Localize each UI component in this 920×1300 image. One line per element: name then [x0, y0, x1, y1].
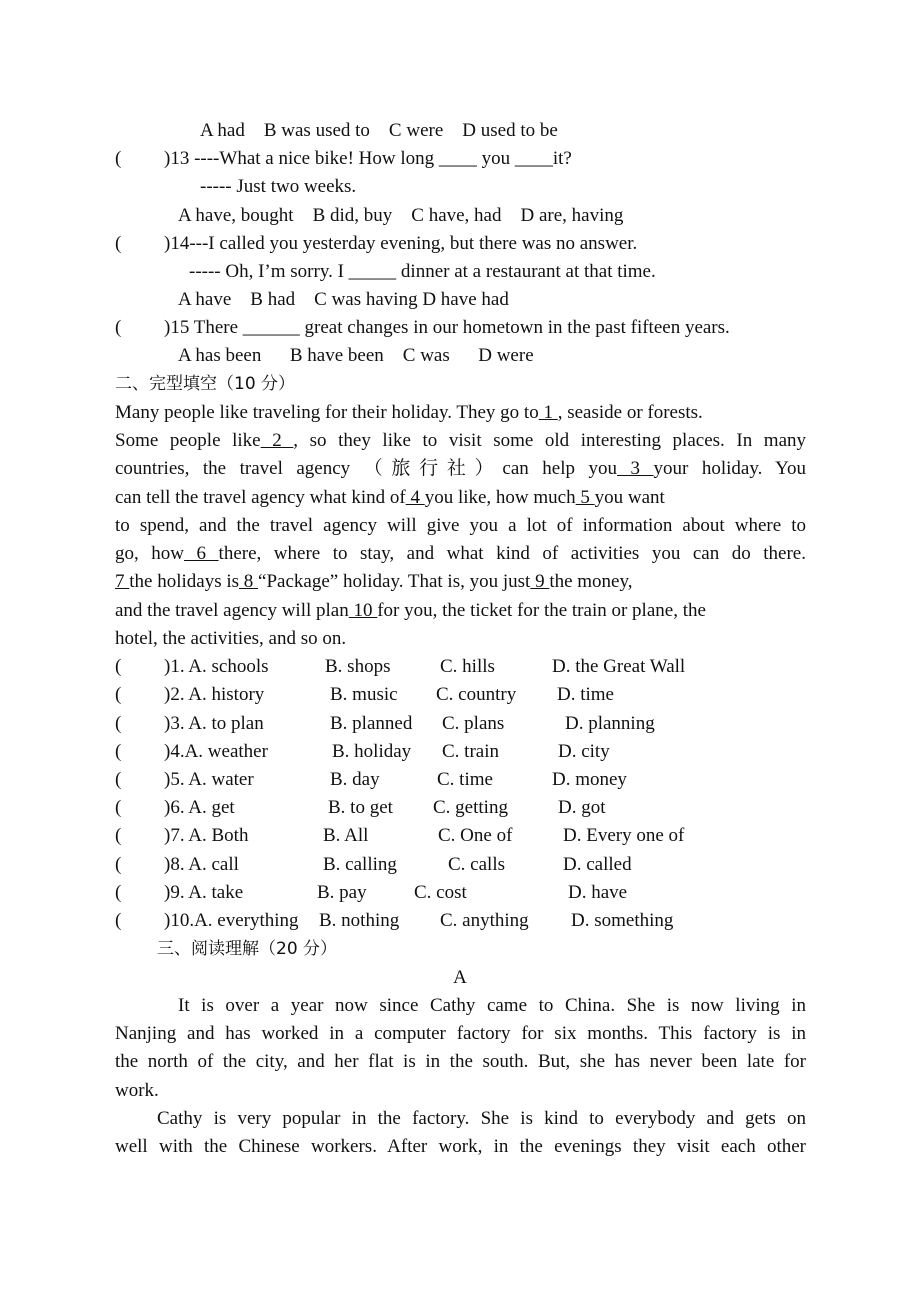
answer-paren: (: [115, 825, 122, 846]
section-3-heading: 三、阅读理解（20 分）: [157, 939, 338, 959]
passage-p1-line-3: the north of the city, and her flat is in the south. But, she has never been late for: [115, 1051, 806, 1072]
cloze-line-5: to spend, and the travel agency will give you a lot of information about where to: [115, 515, 806, 536]
blank-7: 7: [115, 571, 130, 592]
option-d: D. time: [557, 684, 614, 705]
answer-paren: (: [115, 741, 122, 762]
option-a: )8. A. call: [164, 854, 239, 875]
q14-options: A have B had C was having D have had: [178, 289, 509, 310]
passage-p1-line-1: It is over a year now since Cathy came to China. She is now living in: [178, 995, 806, 1016]
option-b: B. All: [323, 825, 369, 846]
option-c: C. country: [436, 684, 517, 705]
option-a: )10.A. everything: [164, 910, 299, 931]
option-c: C. plans: [442, 713, 505, 734]
passage-p2-line-2: well with the Chinese workers. After work, in the evenings they visit each other: [115, 1136, 806, 1157]
blank-8: 8: [239, 571, 259, 592]
answer-paren: (: [115, 656, 122, 677]
q14-reply: ----- Oh, I’m sorry. I _____ dinner at a restaurant at that time.: [189, 261, 656, 282]
answer-paren: (: [115, 684, 122, 705]
blank-3: 3: [617, 458, 654, 479]
blank-10: 10: [348, 600, 378, 621]
passage-p1-line-4: work.: [115, 1080, 159, 1101]
cloze-line-2: Some people like 2 , so they like to visit some old interesting places. In many: [115, 430, 806, 451]
blank-5: 5: [575, 487, 595, 508]
option-b: B. day: [330, 769, 380, 790]
q14-stem: )14---I called you yesterday evening, but there was no answer.: [164, 233, 638, 254]
blank-1: 1: [538, 402, 558, 423]
option-d: D. the Great Wall: [552, 656, 686, 677]
q12-options: A had B was used to C were D used to be: [200, 120, 558, 141]
answer-paren: (: [115, 854, 122, 875]
option-d: D. Every one of: [563, 825, 685, 846]
option-b: B. holiday: [332, 741, 412, 762]
option-b: B. calling: [323, 854, 397, 875]
q15-paren: (: [115, 317, 122, 338]
q13-reply: ----- Just two weeks.: [200, 176, 357, 197]
passage-label: A: [453, 967, 467, 988]
option-b: B. nothing: [319, 910, 400, 931]
blank-9: 9: [530, 571, 550, 592]
option-a: )5. A. water: [164, 769, 254, 790]
blank-6: 6: [184, 543, 219, 564]
answer-paren: (: [115, 910, 122, 931]
option-a: )2. A. history: [164, 684, 265, 705]
option-d: D. city: [558, 741, 610, 762]
option-a: )4.A. weather: [164, 741, 268, 762]
option-c: C. time: [437, 769, 493, 790]
option-a: )7. A. Both: [164, 825, 249, 846]
option-a: )1. A. schools: [164, 656, 269, 677]
option-b: B. pay: [317, 882, 367, 903]
option-a: )6. A. get: [164, 797, 235, 818]
option-d: D. got: [558, 797, 606, 818]
option-c: C. train: [442, 741, 499, 762]
option-d: D. something: [571, 910, 674, 931]
option-a: )3. A. to plan: [164, 713, 264, 734]
option-c: C. One of: [438, 825, 513, 846]
section-2-heading: 二、完型填空（10 分）: [115, 374, 296, 394]
q13-options: A have, bought B did, buy C have, had D are, having: [178, 205, 624, 226]
blank-2: 2: [260, 430, 294, 451]
cloze-line-3: countries, the travel agency （旅行社）can help you 3 your holiday. You: [115, 458, 807, 479]
option-b: B. shops: [325, 656, 391, 677]
option-a: )9. A. take: [164, 882, 244, 903]
answer-paren: (: [115, 882, 122, 903]
q13-paren: (: [115, 148, 122, 169]
q14-paren: (: [115, 233, 122, 254]
option-d: D. called: [563, 854, 632, 875]
q13-stem: )13 ----What a nice bike! How long ____ you ____it?: [164, 148, 572, 169]
cloze-line-8: and the travel agency will plan 10 for you, the ticket for the train or plane, the: [115, 600, 706, 621]
option-b: B. to get: [328, 797, 393, 818]
cloze-line-7: 7 the holidays is 8 “Package” holiday. That is, you just 9 the money,: [115, 571, 633, 592]
option-c: C. calls: [448, 854, 505, 875]
option-d: D. have: [568, 882, 628, 903]
answer-paren: (: [115, 713, 122, 734]
cloze-line-4: can tell the travel agency what kind of 4 you like, how much 5 you want: [115, 487, 665, 508]
answer-paren: (: [115, 769, 122, 790]
option-c: C. anything: [440, 910, 529, 931]
cloze-line-1: Many people like traveling for their holiday. They go to 1 , seaside or forests.: [115, 402, 703, 423]
cloze-line-6: go, how 6 there, where to stay, and what kind of activities you can do there.: [115, 543, 806, 564]
option-d: D. money: [552, 769, 627, 790]
option-b: B. planned: [330, 713, 413, 734]
answer-paren: (: [115, 797, 122, 818]
option-b: B. music: [330, 684, 398, 705]
q15-stem: )15 There ______ great changes in our hometown in the past fifteen years.: [164, 317, 730, 338]
blank-4: 4: [405, 487, 425, 508]
option-c: C. getting: [433, 797, 508, 818]
option-d: D. planning: [565, 713, 655, 734]
q15-options: A has been B have been C was D were: [178, 345, 534, 366]
passage-p1-line-2: Nanjing and has worked in a computer factory for six months. This factory is in: [115, 1023, 806, 1044]
option-c: C. cost: [414, 882, 467, 903]
option-c: C. hills: [440, 656, 495, 677]
cloze-line-9: hotel, the activities, and so on.: [115, 628, 347, 649]
passage-p2-line-1: Cathy is very popular in the factory. She is kind to everybody and gets on: [157, 1108, 806, 1129]
